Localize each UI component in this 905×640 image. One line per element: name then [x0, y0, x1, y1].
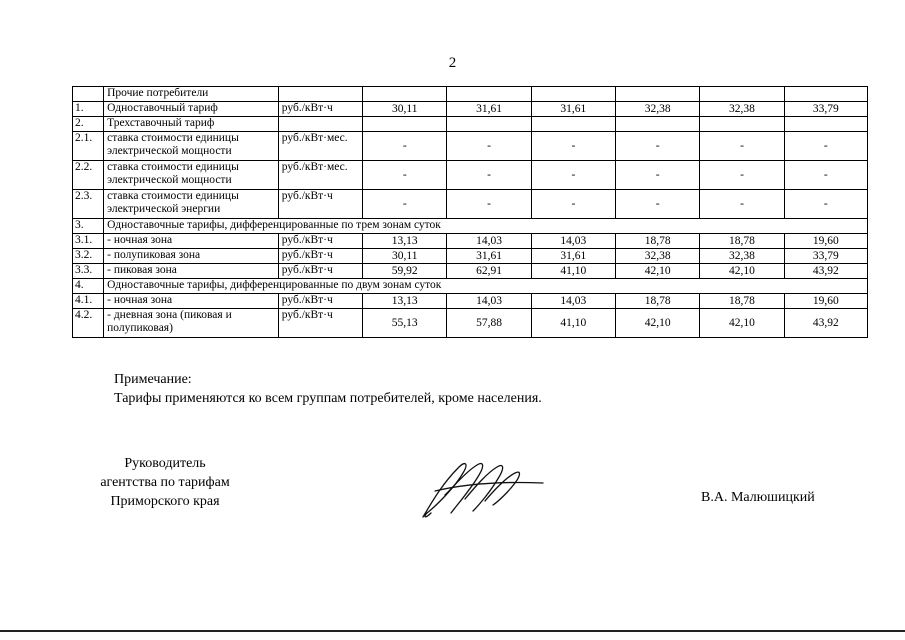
tariff-value-cell — [616, 87, 700, 102]
row-label: Трехставочный тариф — [104, 117, 279, 132]
tariff-value-cell: - — [447, 190, 531, 219]
tariff-value-cell: 32,38 — [700, 249, 784, 264]
tariff-value-cell: 13,13 — [363, 234, 447, 249]
table-row — [73, 190, 868, 219]
tariff-value-cell: - — [784, 190, 867, 219]
tariff-value-cell: 14,03 — [447, 294, 531, 309]
row-number: 2.2. — [73, 161, 104, 190]
tariff-value-cell: 31,61 — [531, 102, 615, 117]
row-number: 3.1. — [73, 234, 104, 249]
tariff-value-cell — [447, 87, 531, 102]
tariff-value-cell: 41,10 — [531, 309, 615, 338]
table-row — [73, 161, 868, 190]
row-number: 4.2. — [73, 309, 104, 338]
tariff-value-cell: - — [616, 132, 700, 161]
note-block — [114, 370, 542, 408]
tariff-value-cell: 33,79 — [784, 102, 867, 117]
row-label: Одноставочный тариф — [104, 102, 279, 117]
signatory-position-line: агентства по тарифам — [100, 475, 230, 490]
tariff-value-cell: - — [616, 161, 700, 190]
tariff-value-cell: 30,11 — [363, 102, 447, 117]
tariff-value-cell: - — [784, 161, 867, 190]
table-row — [73, 309, 868, 338]
section-title: Одноставочные тарифы, дифференцированные по трем зонам суток — [104, 219, 868, 234]
tariff-value-cell: 19,60 — [784, 234, 867, 249]
tariff-value-cell: 55,13 — [363, 309, 447, 338]
tariff-value-cell: 42,10 — [616, 264, 700, 279]
tariff-value-cell: 42,10 — [616, 309, 700, 338]
row-number: 4.1. — [73, 294, 104, 309]
tariff-value-cell: - — [531, 161, 615, 190]
signatory-name: В.А. Малюшицкий — [701, 490, 815, 505]
row-unit: руб./кВт·ч — [278, 190, 362, 219]
tariff-value-cell: 57,88 — [447, 309, 531, 338]
tariff-value-cell — [700, 87, 784, 102]
tariff-value-cell: 14,03 — [531, 294, 615, 309]
tariff-value-cell: 59,92 — [363, 264, 447, 279]
row-unit — [278, 87, 362, 102]
tariff-value-cell: 33,79 — [784, 249, 867, 264]
tariff-value-cell: 42,10 — [700, 264, 784, 279]
table-row — [73, 294, 868, 309]
section-title: Одноставочные тарифы, дифференцированные по двум зонам суток — [104, 279, 868, 294]
row-unit: руб./кВт·ч — [278, 264, 362, 279]
tariff-value-cell — [531, 87, 615, 102]
row-number: 2.1. — [73, 132, 104, 161]
tariff-value-cell: 31,61 — [447, 102, 531, 117]
tariff-value-cell: 19,60 — [784, 294, 867, 309]
row-number: 4. — [73, 279, 104, 294]
tariff-value-cell: 42,10 — [700, 309, 784, 338]
tariff-value-cell: 14,03 — [531, 234, 615, 249]
signatory-position-line: Приморского края — [110, 494, 220, 509]
tariff-value-cell: 32,38 — [616, 102, 700, 117]
tariff-value-cell: 32,38 — [616, 249, 700, 264]
row-unit: руб./кВт·мес. — [278, 161, 362, 190]
table-row — [73, 249, 868, 264]
row-label: ставка стоимости единицы электрической энергии — [104, 190, 279, 219]
row-label: ставка стоимости единицы электрической мощности — [104, 161, 279, 190]
tariff-value-cell: - — [700, 190, 784, 219]
handwritten-signature — [415, 455, 550, 525]
tariff-value-cell — [784, 87, 867, 102]
tariff-value-cell — [447, 117, 531, 132]
tariff-value-cell: - — [363, 190, 447, 219]
row-label: - полупиковая зона — [104, 249, 279, 264]
tariff-value-cell: 18,78 — [700, 234, 784, 249]
row-unit: руб./кВт·мес. — [278, 132, 362, 161]
row-label: ставка стоимости единицы электрической мощности — [104, 132, 279, 161]
row-unit — [278, 117, 362, 132]
row-label: - пиковая зона — [104, 264, 279, 279]
row-number: 1. — [73, 102, 104, 117]
row-label: - ночная зона — [104, 294, 279, 309]
tariff-value-cell: 31,61 — [447, 249, 531, 264]
tariff-value-cell — [616, 117, 700, 132]
row-number: 3.2. — [73, 249, 104, 264]
row-unit: руб./кВт·ч — [278, 249, 362, 264]
table-row — [73, 279, 868, 294]
table-row — [73, 102, 868, 117]
table-row — [73, 234, 868, 249]
table-row — [73, 219, 868, 234]
tariff-value-cell: 18,78 — [700, 294, 784, 309]
tariff-value-cell: - — [700, 132, 784, 161]
row-number: 3. — [73, 219, 104, 234]
tariff-value-cell: 18,78 — [616, 234, 700, 249]
row-number: 2. — [73, 117, 104, 132]
tariff-value-cell: 14,03 — [447, 234, 531, 249]
tariff-value-cell — [363, 117, 447, 132]
note-title: Примечание: — [114, 372, 192, 387]
row-number — [73, 87, 104, 102]
tariff-table — [72, 86, 868, 338]
scan-edge-line — [0, 630, 905, 632]
row-unit: руб./кВт·ч — [278, 309, 362, 338]
tariff-value-cell: - — [447, 161, 531, 190]
tariff-value-cell: 30,11 — [363, 249, 447, 264]
tariff-value-cell: - — [363, 132, 447, 161]
table-row — [73, 132, 868, 161]
tariff-table-body — [73, 87, 868, 338]
tariff-value-cell: 18,78 — [616, 294, 700, 309]
row-unit: руб./кВт·ч — [278, 102, 362, 117]
tariff-value-cell — [363, 87, 447, 102]
tariff-value-cell — [784, 117, 867, 132]
tariff-value-cell: - — [363, 161, 447, 190]
row-label: - дневная зона (пиковая и полупиковая) — [104, 309, 279, 338]
tariff-value-cell: - — [531, 190, 615, 219]
page-number: 2 — [448, 55, 457, 71]
tariff-value-cell: 32,38 — [700, 102, 784, 117]
tariff-value-cell: - — [784, 132, 867, 161]
tariff-value-cell: 41,10 — [531, 264, 615, 279]
tariff-value-cell: 43,92 — [784, 309, 867, 338]
tariff-value-cell: 43,92 — [784, 264, 867, 279]
tariff-value-cell: 13,13 — [363, 294, 447, 309]
table-row — [73, 117, 868, 132]
row-number: 3.3. — [73, 264, 104, 279]
note-text: Тарифы применяются ко всем группам потребителей, кроме населения. — [114, 391, 542, 406]
row-number: 2.3. — [73, 190, 104, 219]
row-label: - ночная зона — [104, 234, 279, 249]
table-row — [73, 87, 868, 102]
tariff-value-cell — [700, 117, 784, 132]
signatory-position — [70, 454, 260, 511]
tariff-value-cell: - — [616, 190, 700, 219]
tariff-value-cell: 62,91 — [447, 264, 531, 279]
tariff-value-cell: 31,61 — [531, 249, 615, 264]
tariff-value-cell — [531, 117, 615, 132]
table-row — [73, 264, 868, 279]
row-label: Прочие потребители — [104, 87, 279, 102]
signatory-position-line: Руководитель — [124, 456, 206, 471]
tariff-value-cell: - — [447, 132, 531, 161]
tariff-value-cell: - — [700, 161, 784, 190]
row-unit: руб./кВт·ч — [278, 294, 362, 309]
row-unit: руб./кВт·ч — [278, 234, 362, 249]
tariff-value-cell: - — [531, 132, 615, 161]
